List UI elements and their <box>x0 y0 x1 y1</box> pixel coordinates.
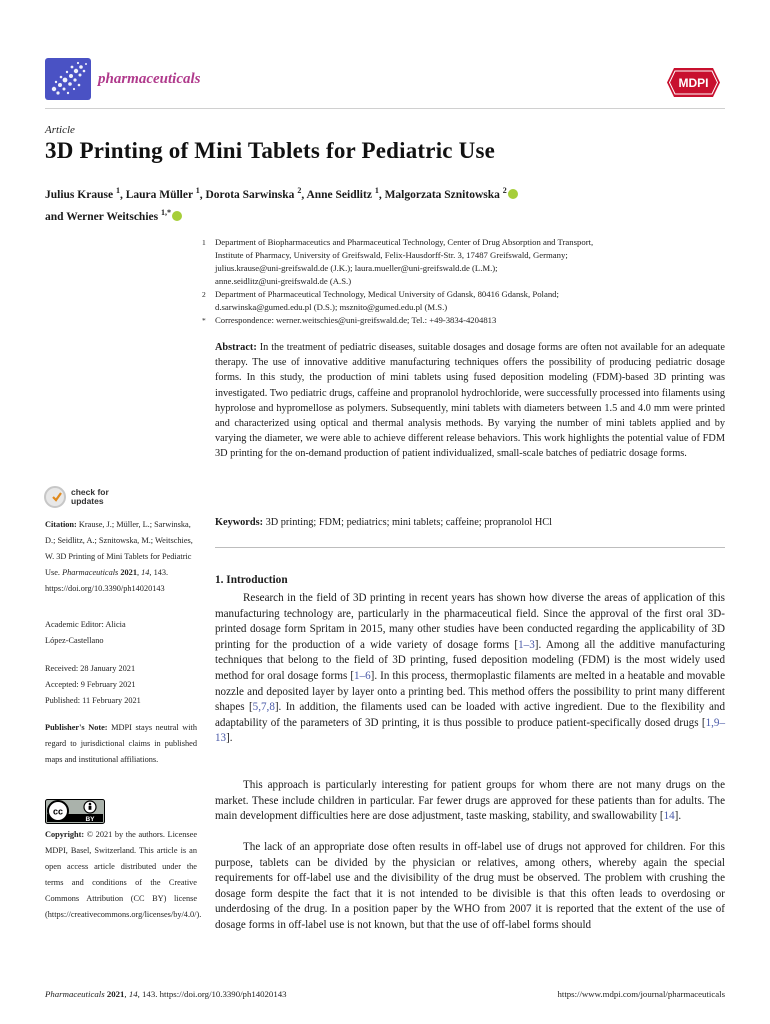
editor-name: López-Castellano <box>45 636 104 645</box>
body-paragraph <box>215 591 725 747</box>
author-separator: , <box>119 188 126 201</box>
footer-journal: Pharmaceuticals <box>45 989 105 999</box>
keywords <box>215 515 725 530</box>
publisher-note <box>45 720 197 768</box>
affiliation-mark: 1 <box>202 238 206 247</box>
body-paragraph <box>215 778 725 825</box>
affiliation-line: Institute of Pharmacy, University of Greifswald, Felix-Hausdorff-Str. 3, 17487 Greifswald, Germany; <box>215 250 568 260</box>
orcid-icon[interactable] <box>172 211 182 221</box>
paragraph-text: ]. <box>674 810 682 823</box>
accepted-date: Accepted: 9 February 2021 <box>45 680 136 689</box>
affiliation-mark: 2 <box>202 290 206 299</box>
author: Laura Müller <box>125 188 193 201</box>
citation-text: Krause, J.; Müller, L.; Sarwinska, D.; Seidlitz, A.; Sznitowska, M.; Weitschies, W. 3D Printing of Mini Tablets for Pediatric Use. <box>45 520 193 577</box>
correspondence-line: Correspondence: werner.weitschies@uni-greifswald.de; Tel.: +49-3834-4204813 <box>215 315 497 325</box>
section-divider <box>215 547 725 548</box>
citation-reference[interactable]: 1,9–13 <box>215 716 725 745</box>
correspondence <box>202 314 725 327</box>
copyright-text: © 2021 by the authors. Licensee MDPI, Basel, Switzerland. This article is an open access article distributed under the terms and conditions of the Creative Commons Attribution (CC BY) license (https://creativecommons.org/licenses/by/4.0/). <box>45 830 202 919</box>
author-affiliation-mark: 1 <box>374 186 379 195</box>
header-divider <box>45 108 725 109</box>
footer-citation: Pharmaceuticals 2021, 14, 143. https://doi.org/10.3390/ph14020143 <box>45 989 287 999</box>
author: Anne Seidlitz <box>306 188 372 201</box>
author: Julius Krause <box>45 188 114 201</box>
affiliation-2 <box>202 288 725 314</box>
svg-text:MDPI: MDPI <box>678 76 709 90</box>
footer-volume: 14 <box>128 989 138 999</box>
published-date: Published: 11 February 2021 <box>45 696 141 705</box>
paragraph-text: ]. <box>226 732 233 745</box>
author: and Werner Weitschies <box>45 210 159 223</box>
citation-label: Citation: <box>45 520 77 529</box>
author-affiliation-mark: 1 <box>195 186 200 195</box>
body-paragraph <box>215 840 725 934</box>
copyright-label: Copyright: <box>45 830 85 839</box>
footer-journal-url[interactable]: https://www.mdpi.com/journal/pharmaceuticals <box>557 989 725 999</box>
author-affiliation-mark: 2 <box>502 186 507 195</box>
abstract-text: In the treatment of pediatric diseases, suitable dosages and dosage forms are often not available for an adequate therapy. The use of innovative additive manufacturing techniques offers the possibility of producing pediatric dosage forms. In this study, the production of mini tablets using fused deposition modeling (FDM)-based 3D printing was investigated. Two pediatric drugs, caffeine and propranolol hydrochloride, were successfully processed into filaments using hyprolose and hypromellose as polymers. Subsequently, mini tablets with diameters between 1.5 and 4.0 mm were printed and characterized using optical and thermal analysis methods. By varying the number of mini tablets applied and by varying the diameter, we were able to achieve different release behaviors. This work highlights the potential value of FDM 3D printing for the on-demand production of patient individualized, small-scale batches of pediatric dosage forms. <box>215 342 725 460</box>
svg-text:BY: BY <box>85 816 95 823</box>
check-for-updates-icon <box>44 486 66 508</box>
received-date: Received: 28 January 2021 <box>45 664 136 673</box>
affiliation-mark: * <box>202 316 206 325</box>
academic-editor <box>45 617 197 649</box>
author: Dorota Sarwinska <box>205 188 295 201</box>
publication-dates <box>45 661 197 709</box>
citation-pages: , 143. <box>149 568 169 577</box>
author-separator: , <box>378 188 385 201</box>
citation-reference[interactable]: 1–6 <box>354 669 371 682</box>
abstract <box>215 340 725 462</box>
citation-reference[interactable]: 1–3 <box>518 638 535 651</box>
check-updates-line: check for <box>71 487 109 497</box>
affiliation-line: anne.seidlitz@uni-greifswald.de (A.S.) <box>215 276 352 286</box>
citation-reference[interactable]: 5,7,8 <box>252 701 275 714</box>
footer-year: 2021 <box>106 989 125 999</box>
affiliation-line: Department of Pharmaceutical Technology, Medical University of Gdansk, 80416 Gdansk, Poland; <box>215 289 559 299</box>
publisher-note-text: MDPI stays neutral with regard to jurisdictional claims in published maps and institutional affiliations. <box>45 723 197 764</box>
citation-journal: Pharmaceuticals <box>62 568 119 577</box>
journal-logo-icon <box>45 58 91 100</box>
footer-doi[interactable]: , 143. https://doi.org/10.3390/ph14020143 <box>137 989 287 999</box>
affiliation-line: Department of Biopharmaceutics and Pharmaceutical Technology, Center of Drug Absorption and Transport, <box>215 237 594 247</box>
paragraph-text: This approach is particularly interesting for patient groups for whom there are not many drugs on the market. These include children in particular. Far fewer drugs are approved for these patients than for adults. The main development difficulties here are dose adjustment, taste masking, stability, and swallowability [ <box>215 779 725 823</box>
citation-doi-link[interactable]: https://doi.org/10.3390/ph14020143 <box>45 584 165 593</box>
paragraph-text: ]. Among all the additive manufacturing techniques that belong to the field of 3D printing, fused deposition modeling (FDM) is the most widely used method for oral dosage forms [ <box>215 638 726 682</box>
copyright-notice <box>45 827 202 923</box>
cc-by-badge-icon[interactable] <box>45 799 105 824</box>
author-affiliation-mark: 1,* <box>160 207 171 217</box>
citation-reference[interactable]: 14 <box>663 810 675 823</box>
citation-volume: 14 <box>141 568 150 577</box>
paper-title: 3D Printing of Mini Tablets for Pediatric Use <box>45 138 496 163</box>
affiliation-line: julius.krause@uni-greifswald.de (J.K.); laura.mueller@uni-greifswald.de (L.M.); <box>215 263 498 273</box>
affiliation-line: d.sarwinska@gumed.edu.pl (D.S.); msznito@gumed.edu.pl (M.S.) <box>215 302 448 312</box>
editor-label: Academic Editor: Alicia <box>45 620 126 629</box>
paragraph-text: Research in the field of 3D printing in recent years has shown how diverse the areas of application of this manufacturing technology are, particularly in the pharmaceutical field. Since the approval of the first oral 3D-printed dosage form Spritam in 2015, many other studies have been conducted regarding the applicability of 3D printing for the production of a wide variety of dosage forms [ <box>215 592 725 651</box>
mdpi-logo-icon <box>666 66 721 99</box>
keywords-text: 3D printing; FDM; pediatrics; mini tablets; caffeine; propranolol HCl <box>265 517 552 528</box>
author-separator: , <box>301 188 307 201</box>
author-separator: , <box>199 188 206 201</box>
paragraph-text: The lack of an appropriate dose often results in off-label use of drugs not approved for children. For this purpose, tablets can be divided by the physician or relatives, among others, whereby again the special requirements for off-label use and the divisibility of the drug must be observed. The problem with crushing the dosage form despite the fact that it is not intended to be divisible is that this often leads to overdosing or underdosing of the drug. In a position paper by the WHO from 2007 it is reported that the extent of the use of dosage forms in off-label use is not known, but that the use of off-label forms should <box>215 841 725 931</box>
abstract-label: Abstract: <box>215 342 257 353</box>
author: Malgorzata Sznitowska <box>384 188 500 201</box>
keywords-label: Keywords: <box>215 517 264 528</box>
citation-year: 2021 <box>120 568 137 577</box>
svg-text:cc: cc <box>52 806 64 817</box>
author-affiliation-mark: 2 <box>297 186 302 195</box>
paragraph-text: ]. In addition, the filaments used can be loaded with active ingredient. Due to the flexibility and adaptability of the parameters of 3D printing, it is thus possible to produce patient-specifically dosed drugs [ <box>215 701 725 729</box>
orcid-icon[interactable] <box>508 189 518 199</box>
citation-block: Citation: Krause, J.; Müller, L.; Sarwinska, D.; Seidlitz, A.; Sznitowska, M.; Weitschies, W. 3D Printing of Mini Tablets for Pediatric Use. Pharmaceuticals 2021, 14, 143. https://doi.org/10.3390/ph14020143 <box>45 520 193 593</box>
check-for-updates-button[interactable] <box>44 486 134 510</box>
section-heading: 1. Introduction <box>215 574 288 586</box>
author-list <box>45 182 665 226</box>
check-updates-line: updates <box>71 496 104 506</box>
article-type: Article <box>45 124 75 136</box>
publisher-note-label: Publisher's Note: <box>45 723 108 732</box>
journal-name: pharmaceuticals <box>98 71 201 87</box>
affiliation-1 <box>202 236 725 288</box>
author-affiliation-mark: 1 <box>115 186 120 195</box>
paragraph-text: ]. In this process, thermoplastic filaments are melted in a heatable and movable nozzle and deposited layer by layer onto a printing bed. This method offers the possibility to print many different shapes [ <box>215 669 725 714</box>
